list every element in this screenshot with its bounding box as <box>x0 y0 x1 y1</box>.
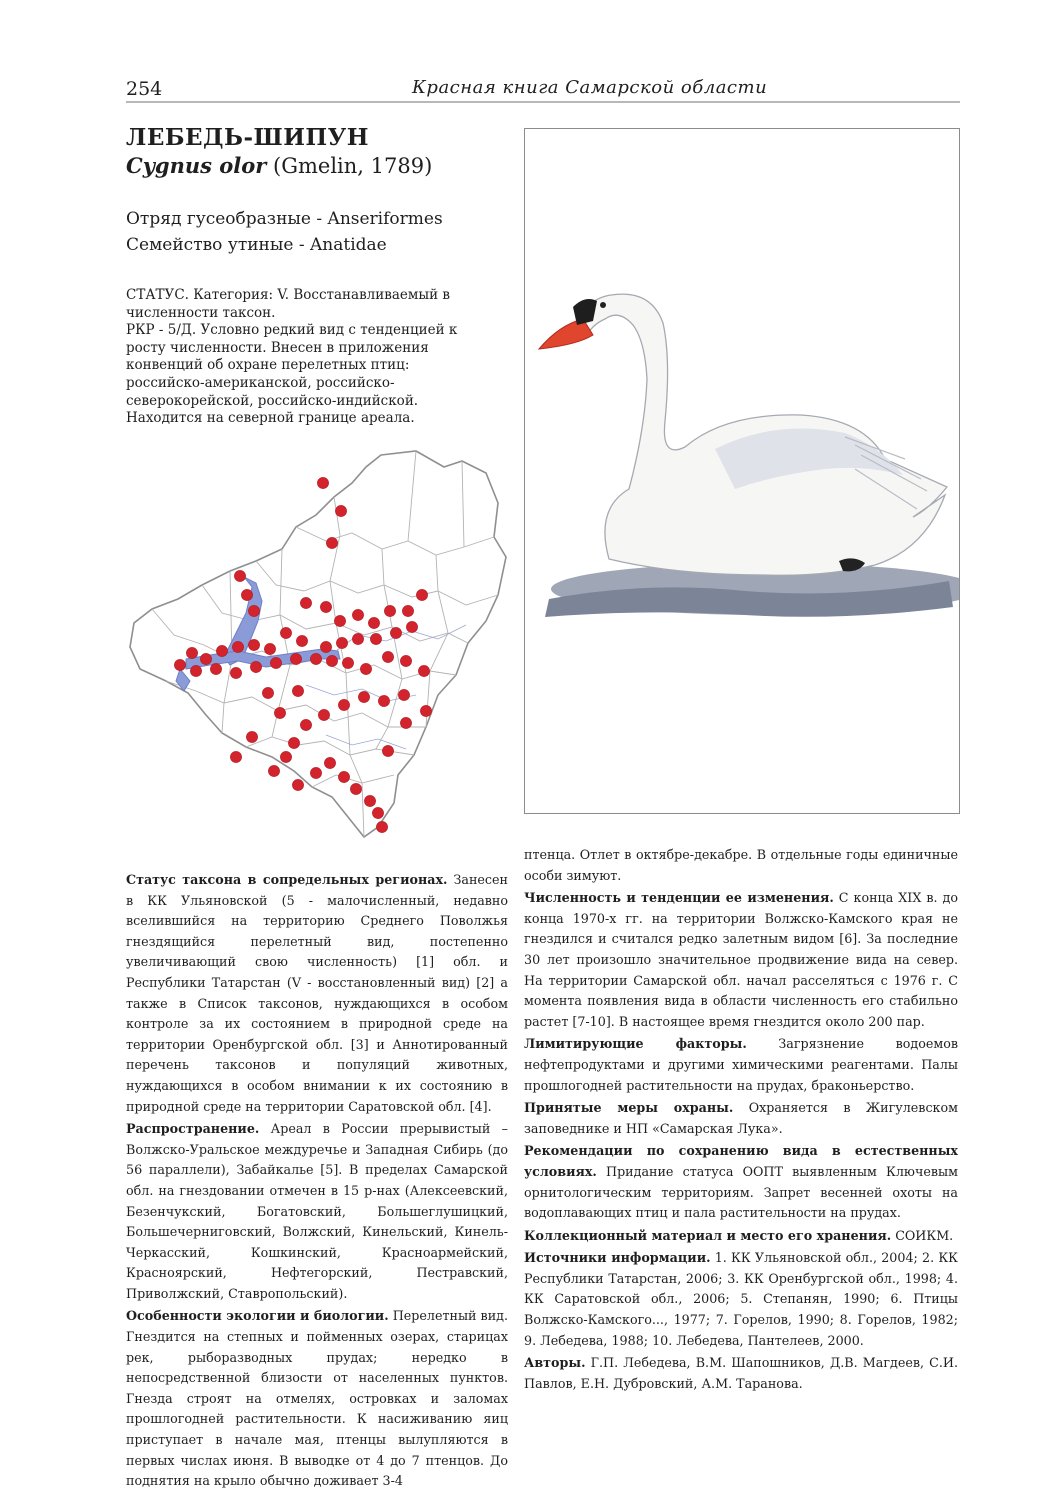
record-dot <box>402 605 413 616</box>
record-dot <box>372 807 383 818</box>
record-dot <box>292 685 303 696</box>
record-dot <box>310 767 321 778</box>
record-dot <box>400 655 411 666</box>
right-column <box>524 845 958 1396</box>
record-dot <box>352 633 363 644</box>
record-dot <box>400 717 411 728</box>
record-dot <box>350 783 361 794</box>
record-dot <box>264 643 275 654</box>
record-dot <box>390 627 401 638</box>
record-dot <box>248 639 259 650</box>
record-dot <box>338 699 349 710</box>
status-rkr: РКР - 5/Д. Условно редкий вид с тенденцией к росту численности. Внесен в приложения конвенций об охране перелетных птиц: российско-американской, российско-северокорейской, российско-индийской. Находится на северной границе ареала. <box>126 322 458 427</box>
record-dot <box>280 627 291 638</box>
record-dot <box>241 589 252 600</box>
status-block <box>126 287 466 428</box>
record-dot <box>246 731 257 742</box>
record-dot <box>420 705 431 716</box>
record-dot <box>290 653 301 664</box>
latin-author: (Gmelin, 1789) <box>273 154 433 178</box>
record-dot <box>318 709 329 720</box>
record-dot <box>200 653 211 664</box>
record-dot <box>292 779 303 790</box>
section-limiting-factors: Лимитирующие факторы. Загрязнение водоемов нефтепродуктами и другими химическими реагентами. Палы прошлогодней растительности на прудах, браконьерство. <box>524 1036 958 1093</box>
swan-beak <box>539 319 593 349</box>
record-dot <box>230 751 241 762</box>
record-dot <box>406 621 417 632</box>
record-dot <box>338 771 349 782</box>
record-dot <box>250 661 261 672</box>
distribution-map-svg <box>126 445 508 842</box>
record-dot <box>270 657 281 668</box>
record-dot <box>310 653 321 664</box>
record-dot <box>262 687 273 698</box>
record-dot <box>326 537 337 548</box>
swan-eye <box>600 302 606 308</box>
section-abundance: Численность и тенденции ее изменения. С конца XIX в. до конца 1970-х гг. на территории Волжско-Камского края не гнездился и считался редко залетным видом [6]. За последние 30 лет произошло значительное продвижение вида на север. На территории Самарской обл. начал расселяться с 1976 г. С момента появления вида в области численность его стабильно растет [7-10]. В настоящее время гнездится около 200 пар. <box>524 890 958 1029</box>
record-dot <box>334 615 345 626</box>
section-authors: Авторы. Г.П. Лебедева, В.М. Шапошников, Д.В. Магдеев, С.И. Павлов, Е.Н. Дубровский, А.М. Таранова. <box>524 1355 958 1391</box>
swan-illustration-frame <box>524 128 960 814</box>
section-collection: Коллекционный материал и место его хранения. СОИКМ. <box>524 1227 954 1243</box>
species-name-ru: ЛЕБЕДЬ-ШИПУН <box>126 124 370 151</box>
record-dot <box>335 505 346 516</box>
distribution-map <box>126 445 508 842</box>
region-outline <box>130 451 506 837</box>
section-protection: Принятые меры охраны. Охраняется в Жигулевском заповеднике и НП «Самарская Лука». <box>524 1100 958 1136</box>
record-dot <box>248 605 259 616</box>
section-recommendations: Рекомендации по сохранению вида в естественных условиях. Придание статуса ООПТ выявленным Ключевым орнитологическим территориям. Запрет весенней охоты на водоплавающих птиц и пала растительности на прудах. <box>524 1143 958 1221</box>
record-dot <box>186 647 197 658</box>
record-dot <box>317 477 328 488</box>
section-sources: Источники информации. 1. КК Ульяновской обл., 2004; 2. КК Республики Татарстан, 2006; 3. КК Оренбургской обл., 1998; 4. КК Саратовской обл., 2006; 5. Степанян, 1990; 6. Птицы Волжско-Камского..., 1977; 7. Горелов, 1990; 8. Горелов, 1982; 9. Лебедева, 1988; 10. Лебедева, Пантелеев, 2000. <box>524 1250 958 1348</box>
left-column <box>126 870 508 1494</box>
record-dot <box>300 597 311 608</box>
record-dot <box>268 765 279 776</box>
record-dot <box>416 589 427 600</box>
record-dot <box>376 821 387 832</box>
record-dot <box>398 689 409 700</box>
record-dot <box>360 663 371 674</box>
record-dot <box>296 635 307 646</box>
record-dot <box>326 655 337 666</box>
record-dot <box>324 757 335 768</box>
latin-binomial: Cygnus olor <box>126 153 267 178</box>
record-dot <box>216 645 227 656</box>
section-distribution: Распространение. Ареал в России прерывистый – Волжско-Уральское междуречье и Западная Сибирь (до 56 параллели), Забайкалье [5]. В пределах Самарской обл. на гнездовании отмечен в 15 р-нах (Алексеевский, Безенчукский, Богатовский, Большеглушицкий, Большечерниговский, Волжский, Кинельский, Кинель-Черкасский, Кошкинский, Красноармейский, Красноярский, Нефтегорский, Пестравский, Приволжский, Ставропольский). <box>126 1121 508 1301</box>
species-name-latin <box>126 153 432 178</box>
record-dot <box>190 665 201 676</box>
record-dot <box>336 637 347 648</box>
record-dot <box>382 651 393 662</box>
section-taxon-status: Статус таксона в сопредельных регионах. Занесен в КК Ульяновской (5 - малочисленный, недавно вселившийся на территорию Среднего Поволжья гнездящийся перелетный вид, постепенно увеличивающий свою численность) [1] обл. и Республики Татарстан (V - восстановленный вид) [2] а также в Список таксонов, нуждающихся в особом контроле за их состоянием в природной среде на территории Оренбургской обл. [3] и Аннотированный перечень таксонов и популяций животных, нуждающихся в особом внимании к их состоянию в природной среде на территории Саратовской обл. [4]. <box>126 872 508 1114</box>
record-dot <box>288 737 299 748</box>
taxon-order: Отряд гусеобразные - Anseriformes <box>126 209 443 229</box>
record-dot <box>368 617 379 628</box>
status-category: СТАТУС. Категория: V. Восстанавливаемый в численности таксон. <box>126 287 451 321</box>
record-dot <box>418 665 429 676</box>
record-dot <box>384 605 395 616</box>
taxon-family: Семейство утиные - Anatidae <box>126 235 387 255</box>
record-dot <box>230 667 241 678</box>
record-dot <box>358 691 369 702</box>
record-dot <box>210 663 221 674</box>
record-dot <box>280 751 291 762</box>
record-dot <box>370 633 381 644</box>
section-ecology-continued: птенца. Отлет в октябре-декабре. В отдельные годы единичные особи зимуют. <box>524 847 958 883</box>
record-dot <box>378 695 389 706</box>
running-title: Красная книга Самарской области <box>412 77 768 98</box>
record-dot <box>320 641 331 652</box>
header-rule <box>126 101 960 103</box>
record-dot <box>320 601 331 612</box>
swan-illustration <box>525 129 959 813</box>
section-ecology: Особенности экологии и биологии. Перелетный вид. Гнездится на степных и пойменных озерах, старицах рек, рыборазводных прудах; нередко в непосредственной близости от населенных пунктов. Гнезда строят на отмелях, островках и заломах прошлогодней растительности. К насиживанию яиц приступает в начале мая, птенцы вылупляются в первых числах июня. В выводке от 4 до 7 птенцов. До поднятия на крыло обычно доживает 3-4 <box>126 1308 508 1489</box>
record-dot <box>300 719 311 730</box>
record-dot <box>234 570 245 581</box>
record-dot <box>232 641 243 652</box>
record-dot <box>352 609 363 620</box>
record-dot <box>274 707 285 718</box>
record-dot <box>364 795 375 806</box>
record-dot <box>382 745 393 756</box>
record-dot <box>174 659 185 670</box>
record-dot <box>342 657 353 668</box>
page-number: 254 <box>126 78 163 100</box>
